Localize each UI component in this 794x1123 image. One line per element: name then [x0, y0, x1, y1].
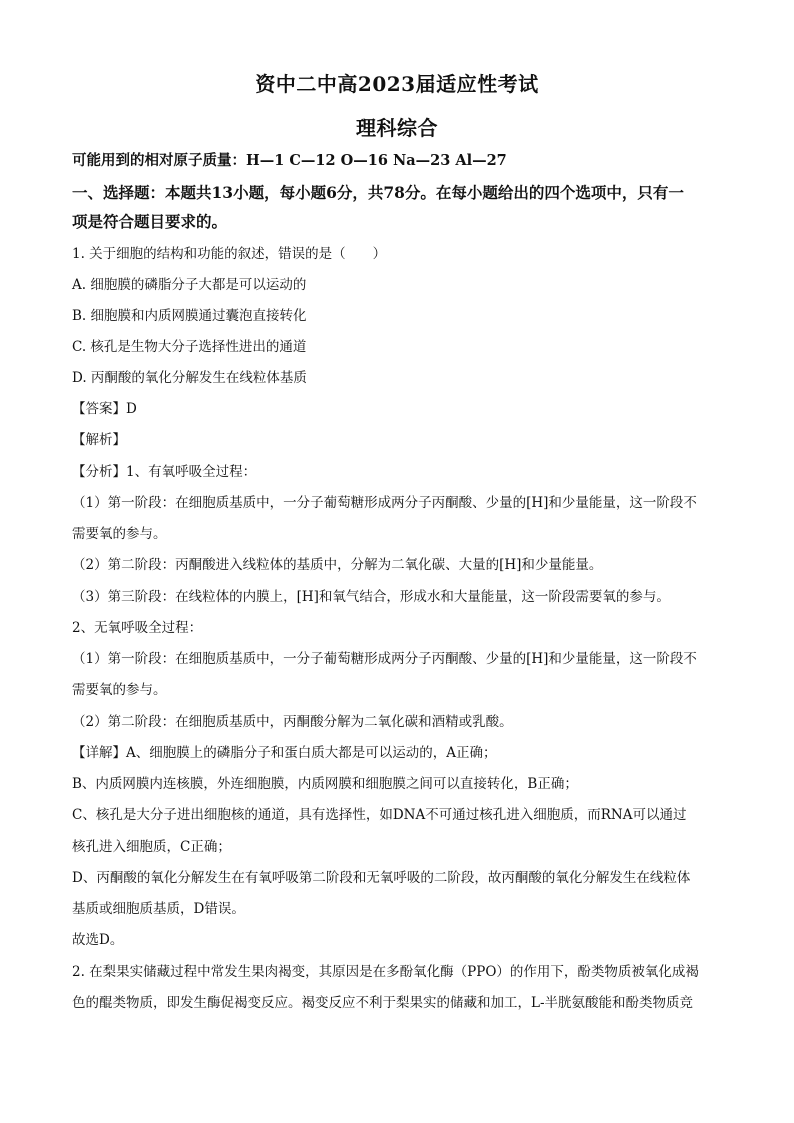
- question-1-option-c: C. 核孔是生物大分子选择性进出的通道: [72, 339, 307, 355]
- atomic-mass-note: 可能用到的相对原子质量：H—1 C—12 O—16 Na—23 Al—27: [72, 152, 507, 169]
- analysis-line: B、内质网膜内连核膜，外连细胞膜，内质网膜和细胞膜之间可以直接转化，B正确；: [72, 776, 578, 792]
- analysis-line: 需要氧的参与。: [72, 526, 167, 542]
- analysis-line: （3）第三阶段：在线粒体的内膜上，[H]和氧气结合，形成水和大量能量，这一阶段需要氧的参与。: [72, 589, 670, 605]
- question-1-option-d: D. 丙酮酸的氧化分解发生在线粒体基质: [72, 370, 307, 386]
- analysis-line: D、丙酮酸的氧化分解发生在有氧呼吸第二阶段和无氧呼吸的二阶段，故丙酮酸的氧化分解发生在线粒体: [72, 870, 691, 886]
- analysis-line: 【详解】A、细胞膜上的磷脂分子和蛋白质大都是可以运动的，A正确；: [72, 745, 497, 761]
- question-1-option-b: B. 细胞膜和内质网膜通过囊泡直接转化: [72, 308, 307, 324]
- analysis-line: （2）第二阶段：在细胞质基质中，丙酮酸分解为二氧化碳和酒精或乳酸。: [72, 714, 513, 730]
- section-heading-line-2: 项是符合题目要求的。: [72, 212, 228, 231]
- question-2-line: 2. 在梨果实储藏过程中常发生果肉褐变，其原因是在多酚氧化酶（PPO）的作用下，酚类物质被氧化成褐: [72, 964, 699, 980]
- question-1-analysis-label: 【解析】: [72, 432, 126, 448]
- exam-subtitle: 理科综合: [356, 116, 438, 140]
- question-1-stem: 1. 关于细胞的结构和功能的叙述，错误的是（ ）: [72, 246, 387, 262]
- analysis-line: 故选D。: [72, 932, 124, 948]
- question-1-option-a: A. 细胞膜的磷脂分子大都是可以运动的: [72, 277, 307, 293]
- analysis-line: （1）第一阶段：在细胞质基质中，一分子葡萄糖形成两分子丙酮酸、少量的[H]和少量能量，这一阶段不: [72, 495, 697, 511]
- exam-title: 资中二中高2023届适应性考试: [255, 72, 539, 96]
- question-1-answer: 【答案】D: [72, 401, 137, 417]
- analysis-line: C、核孔是大分子进出细胞核的通道，具有选择性，如DNA不可通过核孔进入细胞质，而RNA可以通过: [72, 807, 687, 823]
- analysis-line: 核孔进入细胞质，C正确；: [72, 839, 231, 855]
- analysis-line: 需要氧的参与。: [72, 682, 167, 698]
- section-heading-line-1: 一、选择题：本题共13小题，每小题6分，共78分。在每小题给出的四个选项中，只有一: [72, 183, 684, 202]
- question-2-line: 色的醌类物质，即发生酶促褐变反应。褐变反应不利于梨果实的储藏和加工，L-半胱氨酸能和酚类物质竞: [72, 995, 694, 1011]
- analysis-line: （2）第二阶段：丙酮酸进入线粒体的基质中，分解为二氧化碳、大量的[H]和少量能量。: [72, 557, 603, 573]
- analysis-line: 2、无氧呼吸全过程：: [72, 620, 203, 636]
- analysis-line: （1）第一阶段：在细胞质基质中，一分子葡萄糖形成两分子丙酮酸、少量的[H]和少量能量，这一阶段不: [72, 651, 697, 667]
- analysis-line: 基质或细胞质基质，D错误。: [72, 901, 245, 917]
- analysis-line: 【分析】1、有氧呼吸全过程：: [72, 464, 257, 480]
